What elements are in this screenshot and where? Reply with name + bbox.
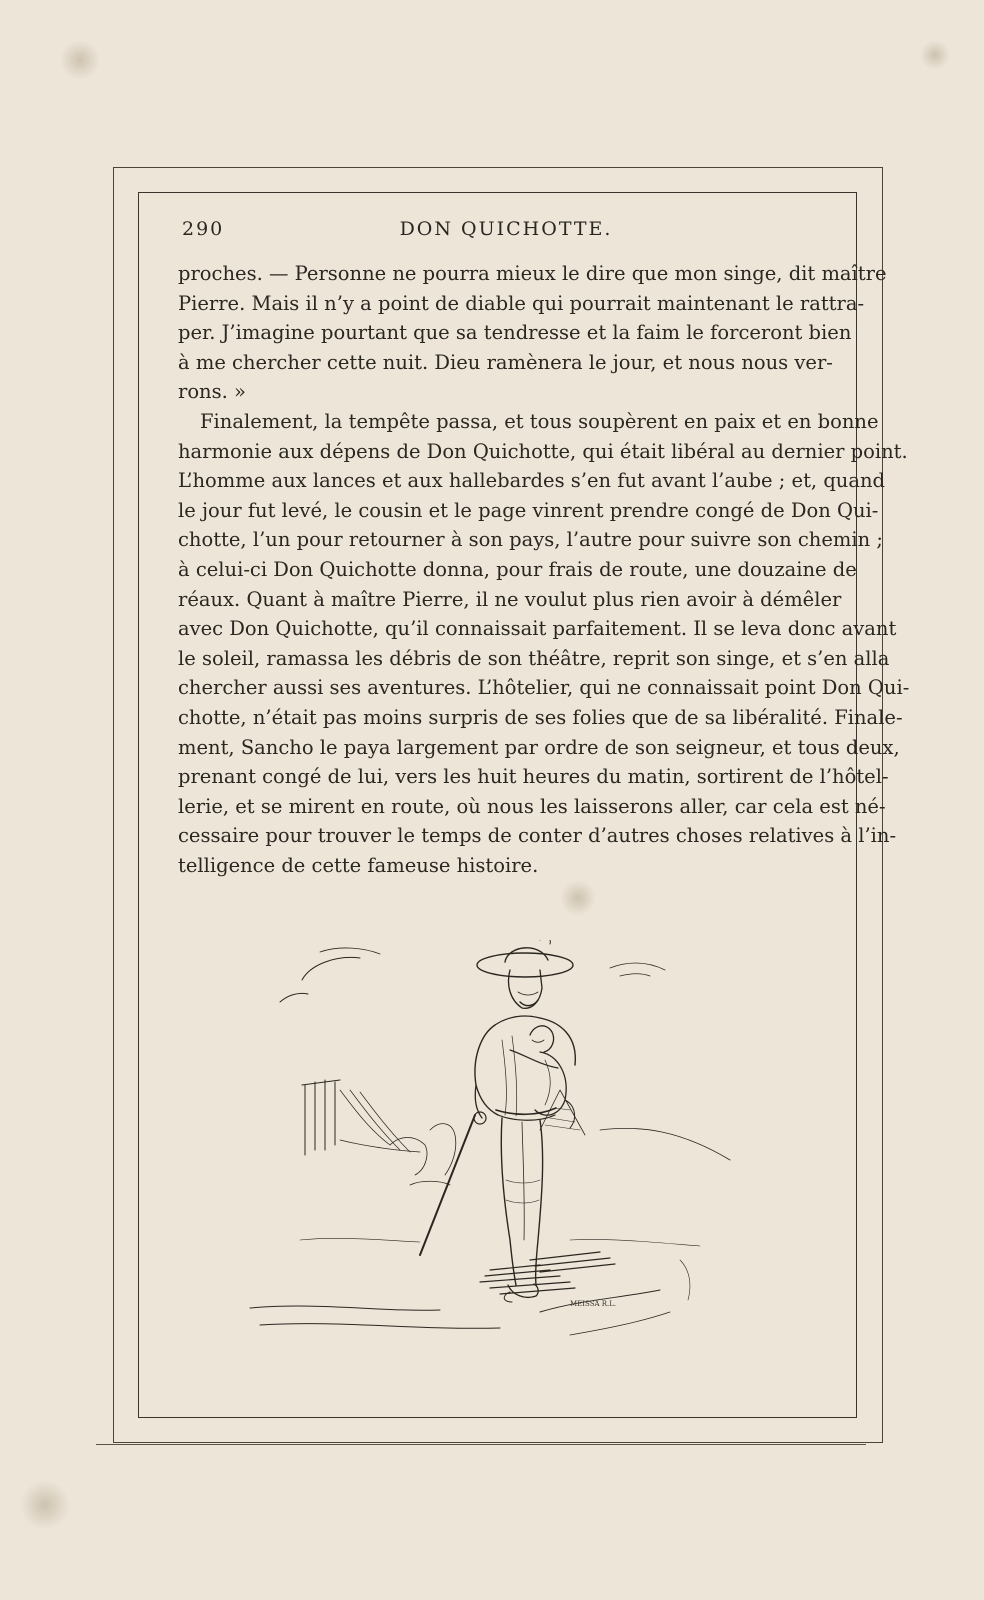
text-line: rons. » xyxy=(178,380,246,404)
text-line: à celui-ci Don Quichotte donna, pour frais de route, une douzaine de xyxy=(178,557,857,581)
foxing-spot xyxy=(60,40,100,80)
text-line: cessaire pour trouver le temps de conter d’autres choses relatives à l’in- xyxy=(178,824,897,848)
text-line: lerie, et se mirent en route, où nous les laisserons aller, car cela est né- xyxy=(178,794,886,818)
bottom-rule xyxy=(96,1444,866,1445)
text-line: le soleil, ramassa les débris de son théâtre, reprit son singe, et s’en alla xyxy=(178,646,890,670)
text-line: L’homme aux lances et aux hallebardes s’en fut avant l’aube ; et, quand xyxy=(178,469,886,493)
text-line: telligence de cette fameuse histoire. xyxy=(178,853,539,877)
text-line: Finalement, la tempête passa, et tous soupèrent en paix et en bonne xyxy=(200,409,879,433)
text-line: le jour fut levé, le cousin et le page vinrent prendre congé de Don Qui- xyxy=(178,498,879,522)
text-line: chotte, l’un pour retourner à son pays, l’autre pour suivre son chemin ; xyxy=(178,528,883,552)
text-line: à me chercher cette nuit. Dieu ramènera le jour, et nous nous ver- xyxy=(178,350,833,374)
text-line: harmonie aux dépens de Don Quichotte, qui était libéral au dernier point. xyxy=(178,439,908,463)
page-number: 290 xyxy=(182,218,225,240)
text-line: per. J’imagine pourtant que sa tendresse et la faim le forceront bien xyxy=(178,321,852,345)
body-text xyxy=(178,259,910,880)
text-line: prenant congé de lui, vers les huit heures du matin, sortirent de l’hôtel- xyxy=(178,765,889,789)
foxing-spot xyxy=(920,40,950,70)
text-line: Pierre. Mais il n’y a point de diable qui pourrait maintenant le rattra- xyxy=(178,291,865,315)
text-line: avec Don Quichotte, qu’il connaissait parfaitement. Il se leva donc avant xyxy=(178,617,897,641)
text-line: chotte, n’était pas moins surpris de ses folies que de sa libéralité. Finale- xyxy=(178,705,903,729)
foxing-spot xyxy=(20,1480,70,1530)
engraving-illustration xyxy=(240,940,760,1370)
text-line: chercher aussi ses aventures. L’hôtelier, qui ne connaissait point Don Qui- xyxy=(178,676,910,700)
page-header xyxy=(182,218,830,248)
text-line: réaux. Quant à maître Pierre, il ne voulut plus rien avoir à démêler xyxy=(178,587,842,611)
text-line: proches. — Personne ne pourra mieux le dire que mon singe, dit maître xyxy=(178,262,887,285)
text-line: ment, Sancho le paya largement par ordre de son seigneur, et tous deux, xyxy=(178,735,900,759)
running-title: DON QUICHOTTE. xyxy=(399,218,613,240)
engraver-signature: MEISSA R.L. xyxy=(570,1300,617,1308)
